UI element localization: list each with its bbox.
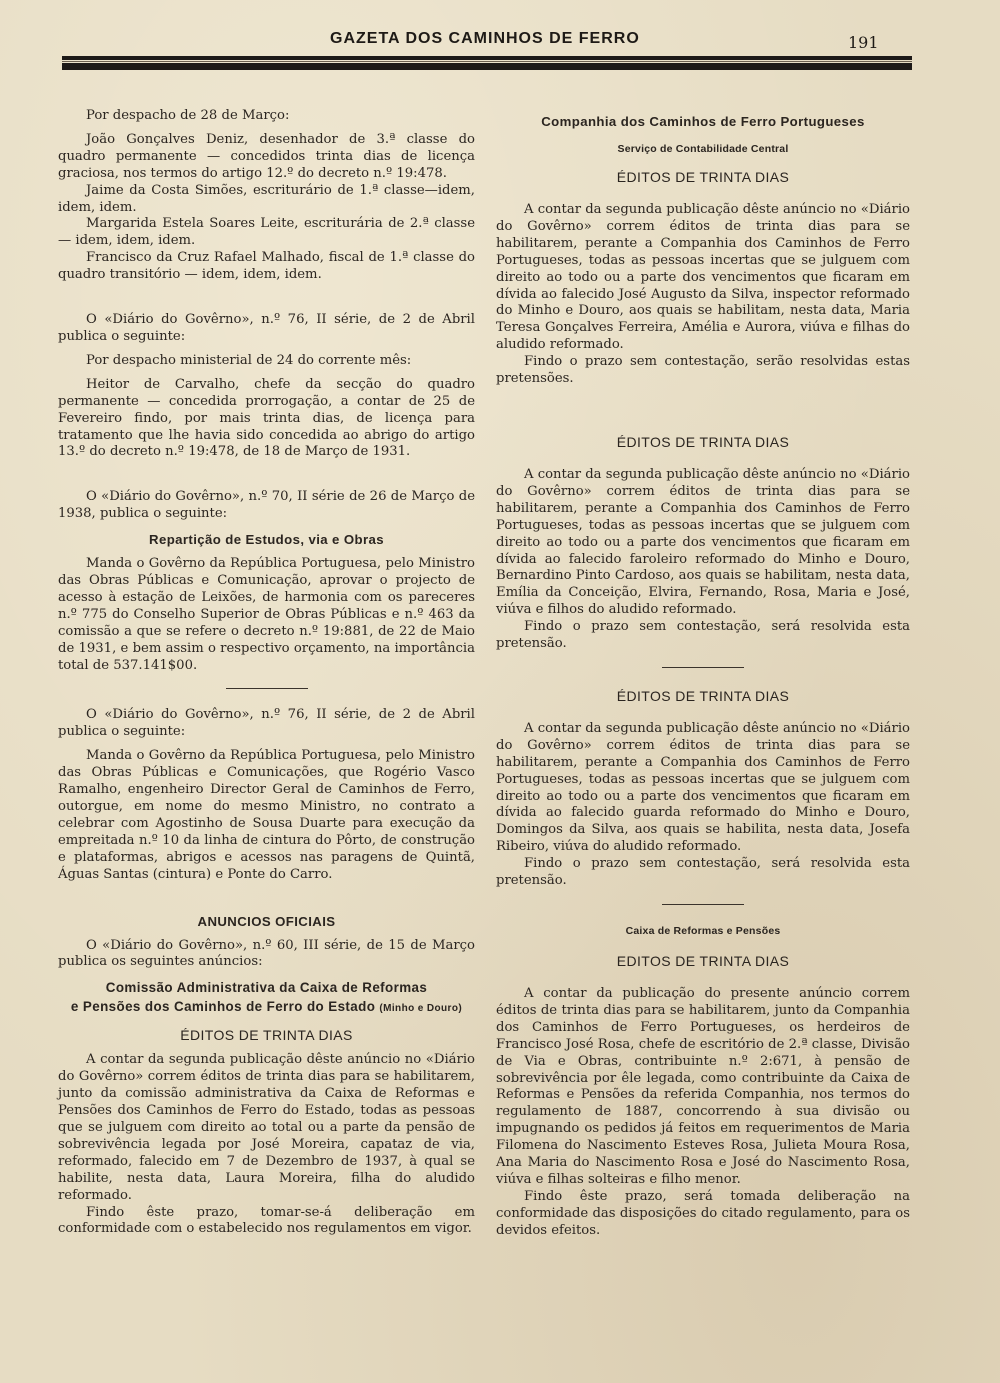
paragraph: O «Diário do Govêrno», n.º 70, II série de 26 de Março de 1938, publica o seguinte: [58, 489, 475, 522]
paragraph: Findo o prazo sem contestação, serão resolvidas estas pretensões. [496, 354, 910, 387]
company-heading: Companhia dos Caminhos de Ferro Portugueses [541, 114, 865, 129]
paragraph: Francisco da Cruz Rafael Malhado, fiscal de 1.ª classe do quadro transitório — idem, idem, idem. [58, 250, 475, 283]
header-rule-bottom [62, 63, 912, 70]
section-heading: Repartição de Estudos, via e Obras [149, 532, 384, 548]
paragraph: A contar da segunda publicação dêste anúncio no «Diário do Govêrno» correm éditos de trinta dias para se habilitarem, perante a Companhia dos Caminhos de Ferro Portugueses, todas as pessoas incertas que se julguem com direito ao todo ou a parte dos vencimentos que ficaram em dívida ao falecido José Augusto da Silva, inspector reformado do Minho e Douro, aos quais se habilitam, nesta data, Maria Teresa Gonçalves Ferreira, Amélia e Aurora, viúva e filhas do aludido reformado. [496, 202, 910, 353]
section-heading: ANUNCIOS OFICIAIS [197, 913, 336, 929]
paragraph: O «Diário do Govêrno», n.º 76, II série, de 2 de Abril publica o seguinte: [58, 312, 475, 344]
paragraph: Margarida Estela Soares Leite, escriturária de 2.ª classe — idem, idem, idem. [58, 216, 475, 249]
notice-heading-line-2: e Pensões dos Caminhos de Ferro do Estado [70, 999, 376, 1015]
paragraph: Por despacho ministerial de 24 do corrente mês: [86, 352, 412, 368]
paragraph: Manda o Govêrno da República Portuguesa, pelo Ministro das Obras Públicas e Comunicação, aprovar o projecto de acesso à estação de Leixões, de harmonia com os pareceres n.º 775 do Conselho Superior de Obras Públicas e n.º 463 da comissão a que se refere o decreto n.º 19:881, de 22 de Maio de 1931, e bem assim o respectivo orçamento, na importância total de 537.141$00. [58, 556, 475, 673]
editos-heading: ÉDITOS DE TRINTA DIAS [616, 169, 790, 185]
paragraph: Findo êste prazo, tomar-se-á deliberação em conformidade com o estabelecido nos regulamentos em vigor. [58, 1204, 475, 1237]
paragraph: João Gonçalves Deniz, desenhador de 3.ª classe do quadro permanente — concedidos trinta dias de licença graciosa, nos termos do artigo 12.º do decreto n.º 19:478. [58, 131, 475, 181]
paragraph: Findo êste prazo, será tomada deliberação na conformidade das disposições do citado regulamento, para os devidos efeitos. [496, 1188, 910, 1238]
left-column [58, 100, 475, 1238]
right-column [496, 100, 910, 1240]
editos-heading: ÉDITOS DE TRINTA DIAS [616, 687, 790, 704]
paragraph: O «Diário do Govêrno», n.º 76, II série, de 2 de Abril publica o seguinte: [58, 707, 475, 740]
separator-rule [226, 688, 308, 689]
paragraph: Findo o prazo sem contestação, será resolvida esta pretensão. [496, 856, 910, 889]
paragraph: O «Diário do Govêrno», n.º 60, III série, de 15 de Março publica os seguintes anúncios: [58, 937, 475, 970]
paragraph: Heitor de Carvalho, chefe da secção do quadro permanente — concedida prorrogação, a contar de 25 de Fevereiro findo, por mais trinta dias, de licença para tratamento que lhe havia sido concedida ao abrigo do artigo 13.º do decreto n.º 19:478, de 18 de Março de 1931. [58, 376, 475, 460]
paragraph: A contar da segunda publicação dêste anúncio no «Diário do Govêrno» correm éditos de trinta dias para se habilitarem, perante a Companhia dos Caminhos de Ferro Portugueses, todas as pessoas incertas que se julguem com direito ao todo ou a parte dos vencimentos que ficaram em dívida ao falecido faroleiro reformado do Minho e Douro, Bernardino Pinto Cardoso, aos quais se habilitam, nesta data, Emília da Conceição, Elvira, Fernando, Rosa, Maria e José, viúva e filhos do aludido reformado. [496, 466, 910, 618]
paragraph: A contar da publicação do presente anúncio correm éditos de trinta dias para se habilitarem, junto da Companhia dos Caminhos de Ferro Portugueses, os herdeiros de Francisco José Rosa, chefe de escritório de 2.ª classe, Divisão de Via e Obras, contribuinte n.º 2:671, à pensão de sobrevivência por êle legada, como contribuinte da Caixa de Reformas e Pensões da referida Companhia, nos termos do regulamento de 1887, concorrendo à sua divisão ou impugnando os pedidos já feitos em requerimentos de Maria Filomena do Nascimento Esteves Rosa, Julieta Moura Rosa, Ana Maria do Nascimento Rosa e José do Nascimento Rosa, viúva e filhas solteiras e filho menor. [496, 986, 910, 1187]
paragraph: Findo o prazo sem contestação, será resolvida esta pretensão. [496, 619, 910, 652]
paragraph: Por despacho de 28 de Março: [86, 108, 290, 123]
separator-rule [662, 904, 744, 905]
header-rule-top [62, 56, 912, 60]
department-heading: Serviço de Contabilidade Central [617, 143, 789, 155]
paragraph: Jaime da Costa Simões, escriturário de 1.ª classe—idem, idem, idem. [58, 182, 475, 215]
separator-rule [662, 667, 744, 668]
fund-heading: Caixa de Reformas e Pensões [625, 925, 781, 937]
newspaper-title: GAZETA DOS CAMINHOS DE FERRO [330, 30, 640, 47]
paragraph: Manda o Govêrno da República Portuguesa, pelo Ministro das Obras Públicas e Comunicações, que Rogério Vasco Ramalho, engenheiro Director Geral de Caminhos de Ferro, outorgue, em nome do mesmo Ministro, no contrato a celebrar com Agostinho de Sousa Duarte para execução da empreitada n.º 10 da linha de cintura do Pôrto, de construção e plataformas, abrigos e acessos nas paragens de Quintã, Águas Santas (cintura) e Ponte do Carro. [58, 748, 475, 882]
paragraph: A contar da segunda publicação dêste anúncio no «Diário do Govêrno» correm éditos de trinta dias para se habilitarem, perante a Companhia dos Caminhos de Ferro Portugueses, todas as pessoas incertas que se julguem com direito ao todo ou a parte dos vencimentos que ficaram em dívida ao falecido guarda reformado do Minho e Douro, Domingos da Silva, aos quais se habilita, nesta data, Josefa Ribeiro, viúva do aludido reformado. [496, 720, 910, 855]
notice-heading [58, 978, 475, 1018]
notice-heading-region: (Minho e Douro) [379, 1003, 463, 1015]
editos-heading: ÉDITOS DE TRINTA DIAS [616, 433, 790, 450]
header-rule-middle [62, 61, 912, 62]
page-number: 191 [848, 33, 879, 52]
editos-heading: EDITOS DE TRINTA DIAS [616, 953, 790, 969]
notice-heading-line-1: Comissão Administrativa da Caixa de Reformas [105, 980, 428, 996]
paragraph: A contar da segunda publicação dêste anúncio no «Diário do Govêrno» correm éditos de trinta dias para se habilitarem, junto da comissão administrativa da Caixa de Reformas e Pensões dos Caminhos de Ferro do Estado, todas as pessoas que se julguem com direito ao total ou a parte da pensão de sobrevivência legada por José Moreira, capataz de via, reformado, falecido em 7 de Dezembro de 1937, à qual se habilite, nesta data, Laura Moreira, filha do aludido reformado. [58, 1052, 475, 1203]
editos-heading: ÉDITOS DE TRINTA DIAS [180, 1027, 353, 1044]
